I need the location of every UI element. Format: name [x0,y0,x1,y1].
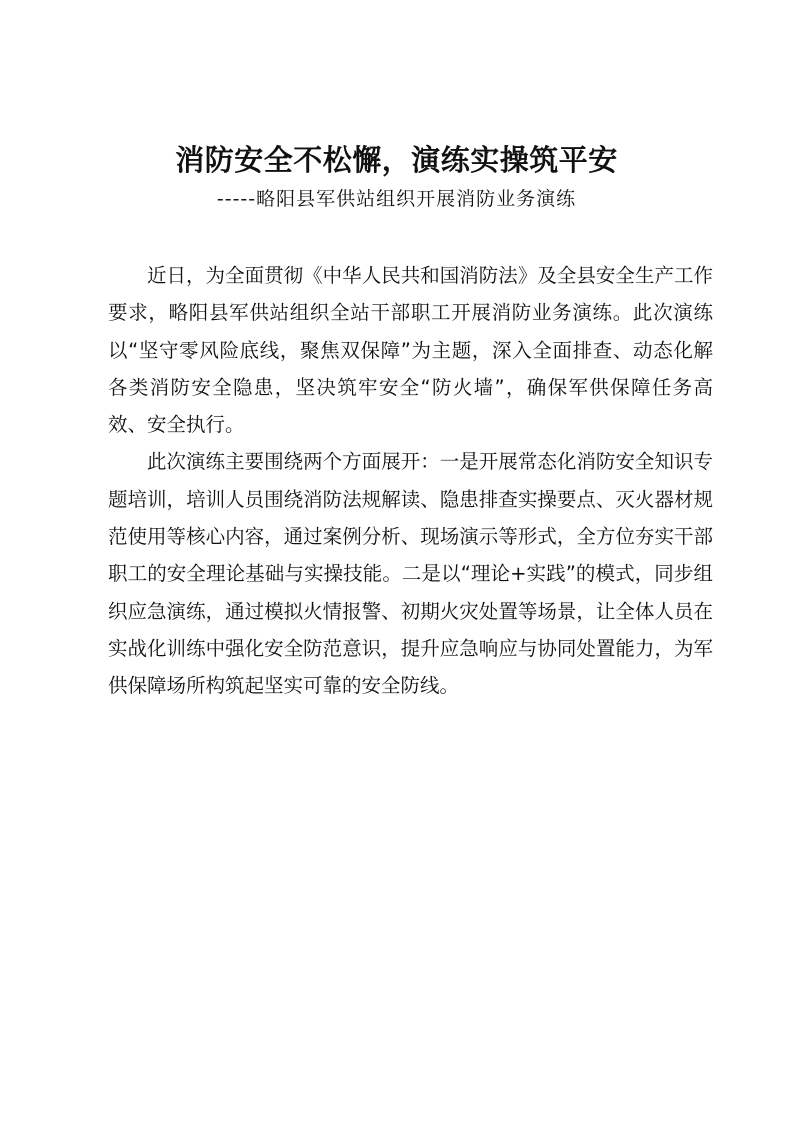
body-paragraph: 此次演练主要围绕两个方面展开：一是开展常态化消防安全知识专题培训，培训人员围绕消防法规解读、隐患排查实操要点、灭火器材规范使用等核心内容，通过案例分析、现场演示等形式，全方位夯实干部职工的安全理论基础与实操技能。二是以“理论+实践”的模式，同步组织应急演练，通过模拟火情报警、初期火灾处置等场景，让全体人员在实战化训练中强化安全防范意识，提升应急响应与协同处置能力，为军供保障场所构筑起坚实可靠的安全防线。 [108,450,713,698]
document-subtitle: -----略阳县军供站组织开展消防业务演练 [216,188,577,210]
document-title: 消防安全不松懈，演练实操筑平安 [175,143,618,177]
document-body [108,257,713,705]
body-paragraph: 近日，为全面贯彻《中华人民共和国消防法》及全县安全生产工作要求，略阳县军供站组织全站干部职工开展消防业务演练。此次演练以“坚守零风险底线，聚焦双保障”为主题，深入全面排查、动态化解各类消防安全隐患，坚决筑牢安全“防火墙”，确保军供保障任务高效、安全执行。 [108,264,713,437]
